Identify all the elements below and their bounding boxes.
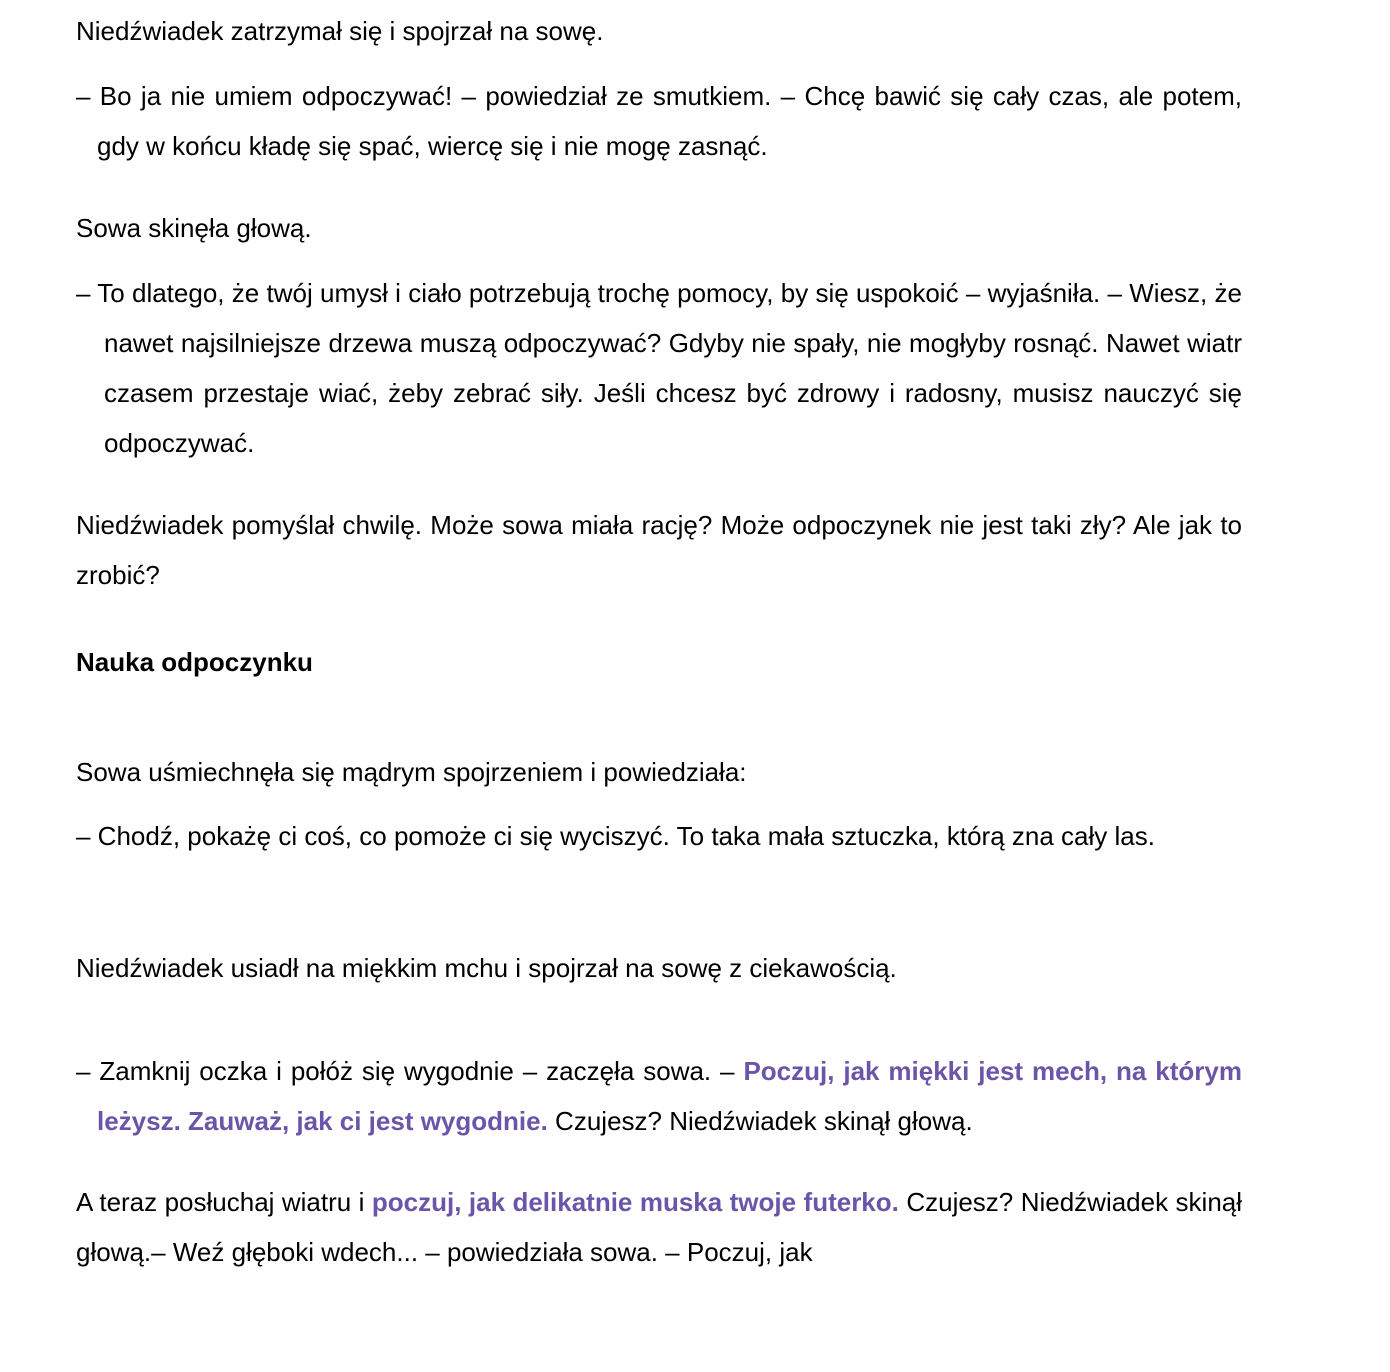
paragraph-close-eyes-text-a: – Zamknij oczka i połóż się wygodnie – zaczęła sowa. – bbox=[76, 1056, 744, 1086]
paragraph-listen-wind bbox=[76, 1177, 1242, 1277]
paragraph-owl-explains: – To dlatego, że twój umysł i ciało potrzebują trochę pomocy, by się uspokoić – wyjaśniła. – Wiesz, że nawet najsilniejsze drzewa muszą odpoczywać? Gdyby nie spały, nie mogłyby rosnąć. Nawet wiatr czasem przestaje wiać, żeby zebrać siły. Jeśli chcesz być zdrowy i radosny, musisz nauczyć się odpoczywać. bbox=[76, 278, 1242, 458]
paragraph-close-eyes bbox=[76, 1046, 1242, 1146]
paragraph-bear-stopped: Niedźwiadek zatrzymał się i spojrzał na sowę. bbox=[76, 16, 604, 46]
highlight-feel-wind: poczuj, jak delikatnie muska twoje futerko. bbox=[371, 1187, 899, 1217]
paragraph-listen-wind-text-a: A teraz posłuchaj wiatru i bbox=[76, 1187, 372, 1217]
paragraph-bear-sits: Niedźwiadek usiadł na miękkim mchu i spojrzał na sowę z ciekawością. bbox=[76, 953, 897, 983]
paragraph-owl-smiles: Sowa uśmiechnęła się mądrym spojrzeniem i powiedziała: bbox=[76, 757, 747, 787]
highlight-feel-moss: Poczuj, jak miękki jest mech, na którym leżysz. Zauważ, jak ci jest wygodnie. bbox=[97, 1056, 1242, 1136]
paragraph-listen-wind-text-b: Czujesz? Niedźwiadek skinął głową.– Weź głęboki wdech... – powiedziała sowa. – Poczuj, jak bbox=[76, 1187, 1243, 1267]
paragraph-bear-thinks: Niedźwiadek pomyślał chwilę. Może sowa miała rację? Może odpoczynek nie jest taki zły? Ale jak to zrobić? bbox=[76, 510, 1242, 590]
paragraph-owl-nodded: Sowa skinęła głową. bbox=[76, 213, 312, 243]
paragraph-close-eyes-text-b: Czujesz? Niedźwiadek skinął głową. bbox=[547, 1106, 973, 1136]
section-heading: Nauka odpoczynku bbox=[76, 647, 313, 677]
paragraph-bear-cant-rest: – Bo ja nie umiem odpoczywać! – powiedział ze smutkiem. – Chcę bawić się cały czas, ale potem, gdy w końcu kładę się spać, wiercę się i nie mogę zasnąć. bbox=[76, 81, 1242, 161]
paragraph-owl-shows-trick: – Chodź, pokażę ci coś, co pomoże ci się wyciszyć. To taka mała sztuczka, którą zna cały las. bbox=[76, 821, 1155, 851]
